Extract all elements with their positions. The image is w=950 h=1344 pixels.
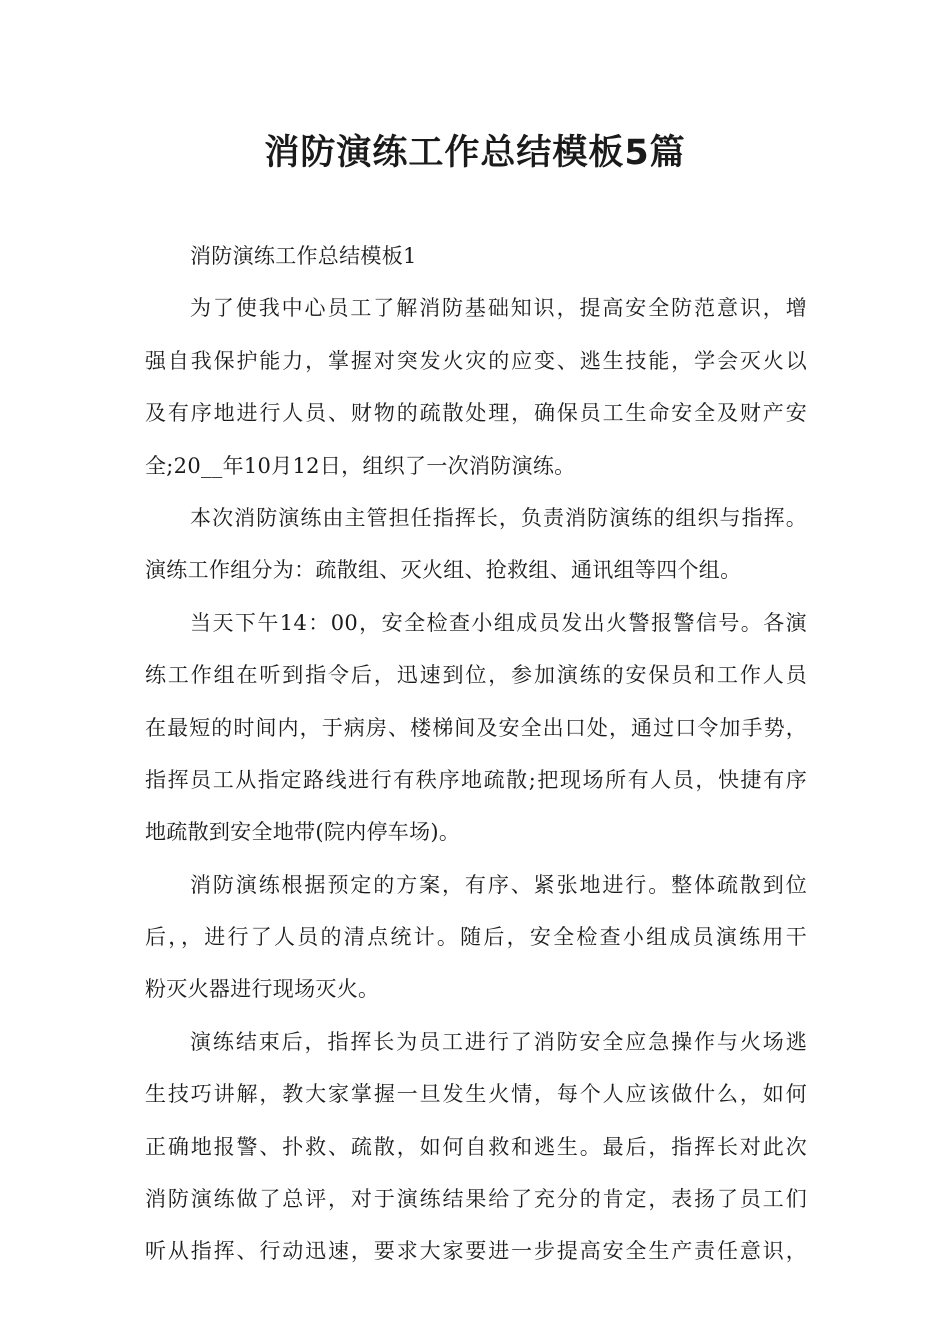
paragraph-line: 为了使我中心员工了解消防基础知识，提高安全防范意识，增 (190, 296, 807, 321)
paragraph-line: 演练工作组分为：疏散组、灭火组、抢救组、通讯组等四个组。 (145, 558, 742, 583)
paragraph-line: 在最短的时间内，于病房、楼梯间及安全出口处，通过口令加手势， (145, 715, 807, 740)
paragraph-line: 消防演练根据预定的方案，有序、紧张地进行。整体疏散到位 (190, 872, 807, 897)
paragraph-line: 正确地报警、扑救、疏散，如何自救和逃生。最后，指挥长对此次 (145, 1134, 807, 1159)
paragraph-line: 消防演练做了总评，对于演练结果给了充分的肯定，表扬了员工们 (145, 1187, 807, 1212)
paragraph-line: 及有序地进行人员、财物的疏散处理，确保员工生命安全及财产安 (145, 401, 807, 426)
paragraph-line: 强自我保护能力，掌握对突发火灾的应变、逃生技能，学会灭火以 (145, 348, 807, 373)
paragraph-line: 演练结束后，指挥长为员工进行了消防安全应急操作与火场逃 (190, 1029, 807, 1054)
document-body (145, 230, 807, 1278)
paragraph-line: 当天下午14：00，安全检查小组成员发出火警报警信号。各演 (190, 610, 807, 635)
paragraph-line: 指挥员工从指定路线进行有秩序地疏散;把现场所有人员，快捷有序 (145, 767, 807, 792)
paragraph-line: 全;20__年10月12日，组织了一次消防演练。 (145, 453, 576, 478)
paragraph-line: 后，，进行了人员的清点统计。随后，安全检查小组成员演练用干 (145, 925, 807, 950)
paragraph-line: 地疏散到安全地带(院内停车场)。 (145, 820, 461, 845)
paragraph-line: 听从指挥、行动迅速，要求大家要进一步提高安全生产责任意识， (145, 1239, 807, 1264)
paragraph-line: 生技巧讲解，教大家掌握一旦发生火情，每个人应该做什么，如何 (145, 1082, 807, 1107)
paragraph-line: 粉灭火器进行现场灭火。 (145, 977, 380, 1002)
paragraph-line: 练工作组在听到指令后，迅速到位，参加演练的安保员和工作人员 (145, 663, 807, 688)
paragraph-line: 本次消防演练由主管担任指挥长，负责消防演练的组织与指挥。 (190, 505, 807, 530)
section-heading: 消防演练工作总结模板1 (190, 244, 417, 268)
document-title: 消防演练工作总结模板5篇 (264, 133, 686, 173)
